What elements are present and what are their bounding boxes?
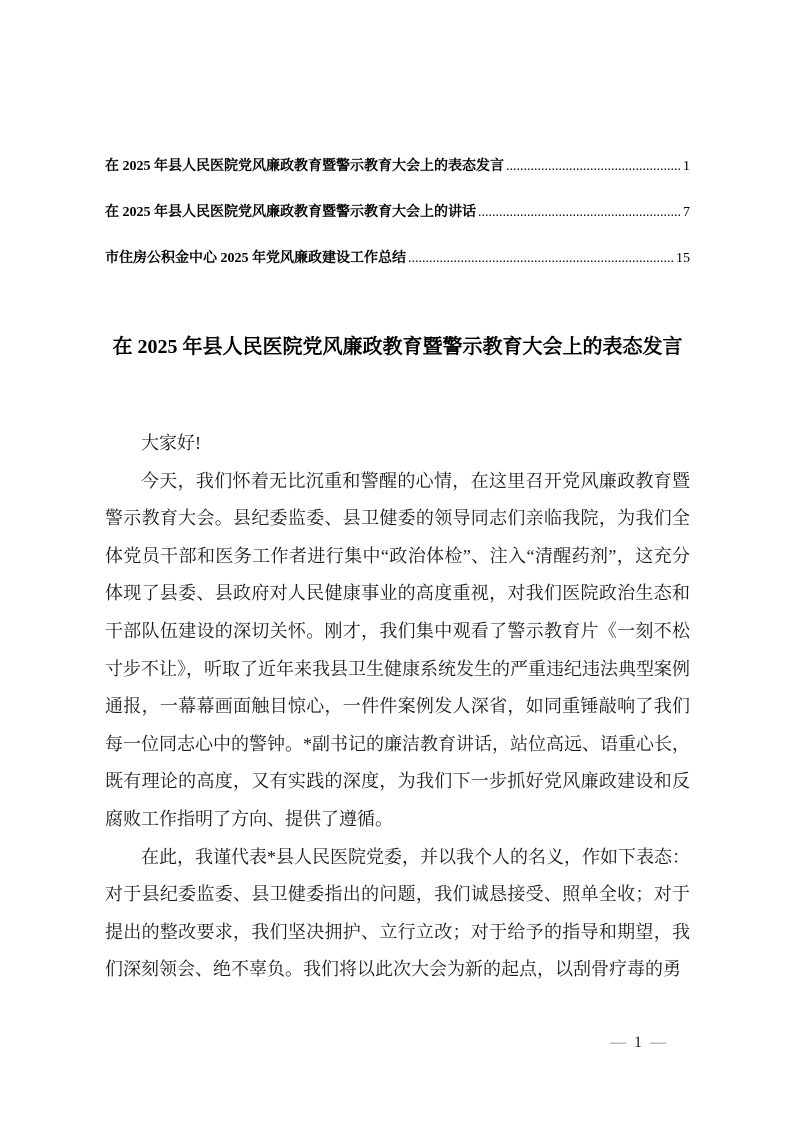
paragraph-commitment: 在此，我谨代表*县人民医院党委，并以我个人的名义，作如下表态：对于县纪委监委、县卫健委指出的问题，我们诚恳接受、照单全收；对于提出的整改要求，我们坚决拥护、立行立改；对于给予的指导和期望，我们深刻领会、绝不辜负。我们将以此次大会为新的起点，以刮骨疗毒的勇	[105, 846, 690, 980]
document-title: 在 2025 年县人民医院党风廉政教育暨警示教育大会上的表态发言	[112, 336, 683, 358]
toc-entry-title: 在 2025 年县人民医院党风廉政教育暨警示教育大会上的讲话	[105, 205, 476, 220]
toc-entry[interactable]	[105, 155, 690, 175]
toc-entry-page-number: 7	[683, 205, 690, 220]
toc-entry-page-number: 15	[676, 251, 690, 266]
table-of-contents	[105, 155, 690, 267]
page-number-value: 1	[634, 1034, 644, 1051]
toc-entry[interactable]	[105, 201, 690, 221]
paragraph-greeting: 大家好!	[141, 433, 201, 453]
toc-dot-leader	[408, 251, 674, 267]
toc-dot-leader	[506, 159, 681, 175]
page-content	[105, 0, 690, 989]
toc-entry-title: 市住房公积金中心 2025 年党风廉政建设工作总结	[105, 251, 406, 266]
document-body	[105, 425, 690, 989]
toc-dot-leader	[478, 205, 681, 221]
toc-entry-page-number: 1	[683, 159, 690, 174]
page-number-dash-left: —	[610, 1034, 628, 1051]
toc-entry[interactable]	[105, 247, 690, 267]
toc-entry-title: 在 2025 年县人民医院党风廉政教育暨警示教育大会上的表态发言	[105, 159, 504, 174]
page-number	[610, 1034, 668, 1052]
paragraph-opening: 今天，我们怀着无比沉重和警醒的心情，在这里召开党风廉政教育暨警示教育大会。县纪委监委、县卫健委的领导同志们亲临我院，为我们全体党员干部和医务工作者进行集中“政治体检”、注入“清醒药剂”，这充分体现了县委、县政府对人民健康事业的高度重视，对我们医院政治生态和干部队伍建设的深切关怀。刚才，我们集中观看了警示教育片《一刻不松寸步不让》，听取了近年来我县卫生健康系统发生的严重违纪违法典型案例通报，一幕幕画面触目惊心，一件件案例发人深省，如同重锤敲响了我们每一位同志心中的警钟。*副书记的廉洁教育讲话，站位高远、语重心长，既有理论的高度，又有实践的深度，为我们下一步抓好党风廉政建设和反腐败工作指明了方向、提供了遵循。	[105, 470, 690, 829]
page-number-dash-right: —	[650, 1034, 668, 1051]
